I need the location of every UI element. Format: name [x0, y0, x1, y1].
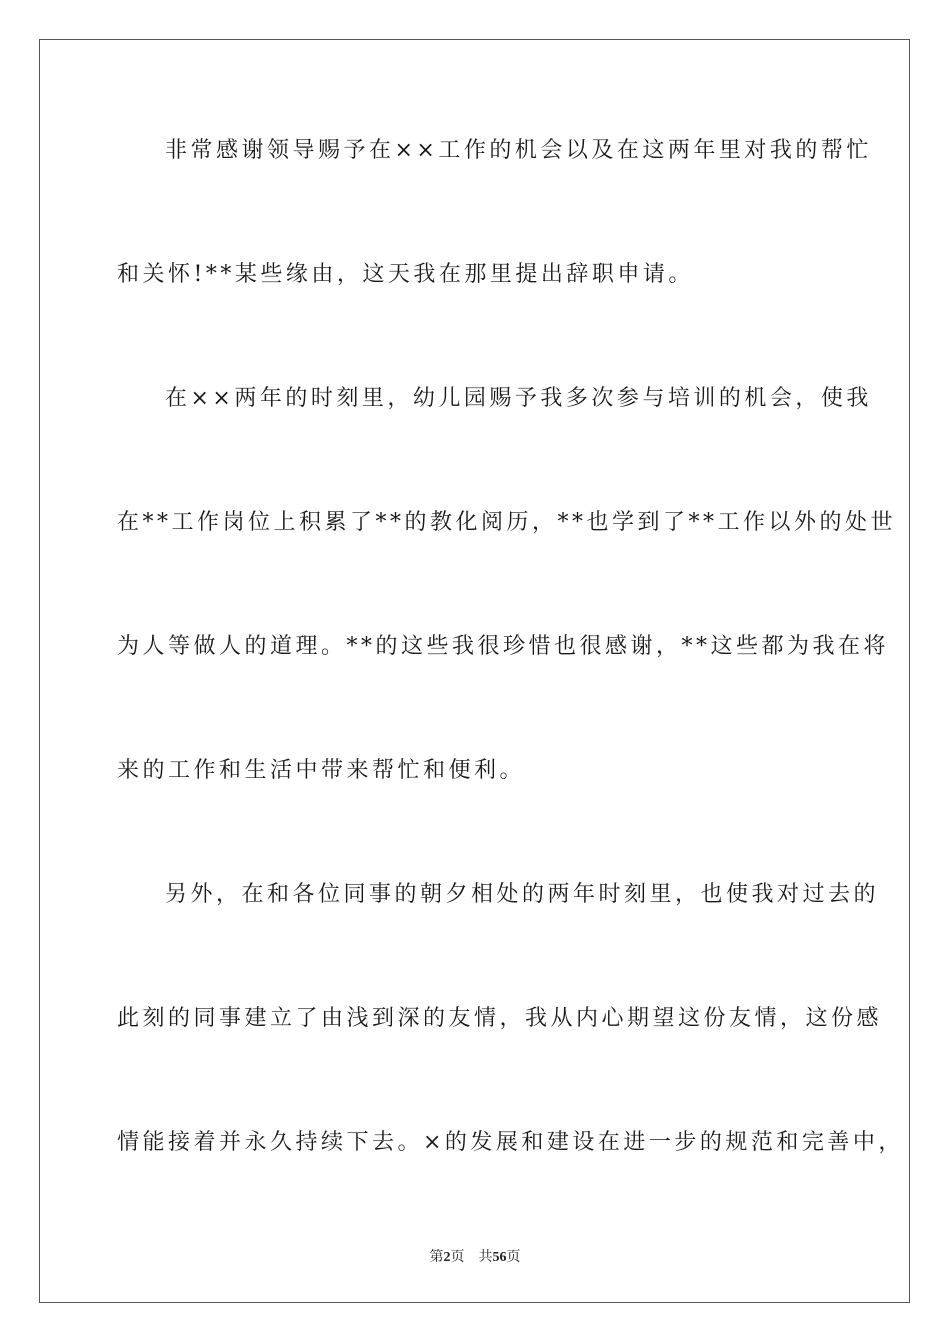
paragraph-2-line-2: 在**工作岗位上积累了**的教化阅历，**也学到了**工作以外的处世	[117, 510, 897, 535]
paragraph-1-line-1: 非常感谢领导赐予在××工作的机会以及在这两年里对我的帮忙	[165, 138, 872, 163]
paragraph-2-line-1: 在××两年的时刻里，幼儿园赐予我多次参与培训的机会，使我	[165, 386, 872, 411]
page-number: 2	[443, 1250, 451, 1265]
total-prefix: 共	[478, 1250, 493, 1265]
paragraph-3-line-3: 情能接着并永久持续下去。×的发展和建设在进一步的规范和完善中，	[117, 1130, 904, 1155]
page-prefix: 第	[429, 1250, 444, 1265]
page-frame	[39, 39, 910, 1303]
page-suffix: 页	[450, 1250, 465, 1265]
paragraph-2-line-3: 为人等做人的道理。**的这些我很珍惜也很感谢，**这些都为我在将	[117, 634, 890, 659]
total-pages: 56	[492, 1250, 507, 1265]
total-suffix: 页	[506, 1250, 521, 1265]
page-footer	[0, 1246, 950, 1266]
paragraph-2-line-4: 来的工作和生活中带来帮忙和便利。	[117, 758, 526, 783]
paragraph-3-line-1: 另外，在和各位同事的朝夕相处的两年时刻里，也使我对过去的	[165, 882, 880, 907]
paragraph-3-line-2: 此刻的同事建立了由浅到深的友情，我从内心期望这份友情，这份感	[117, 1006, 883, 1031]
paragraph-1-line-2: 和关怀!**某些缘由，这天我在那里提出辞职申请。	[117, 262, 694, 287]
